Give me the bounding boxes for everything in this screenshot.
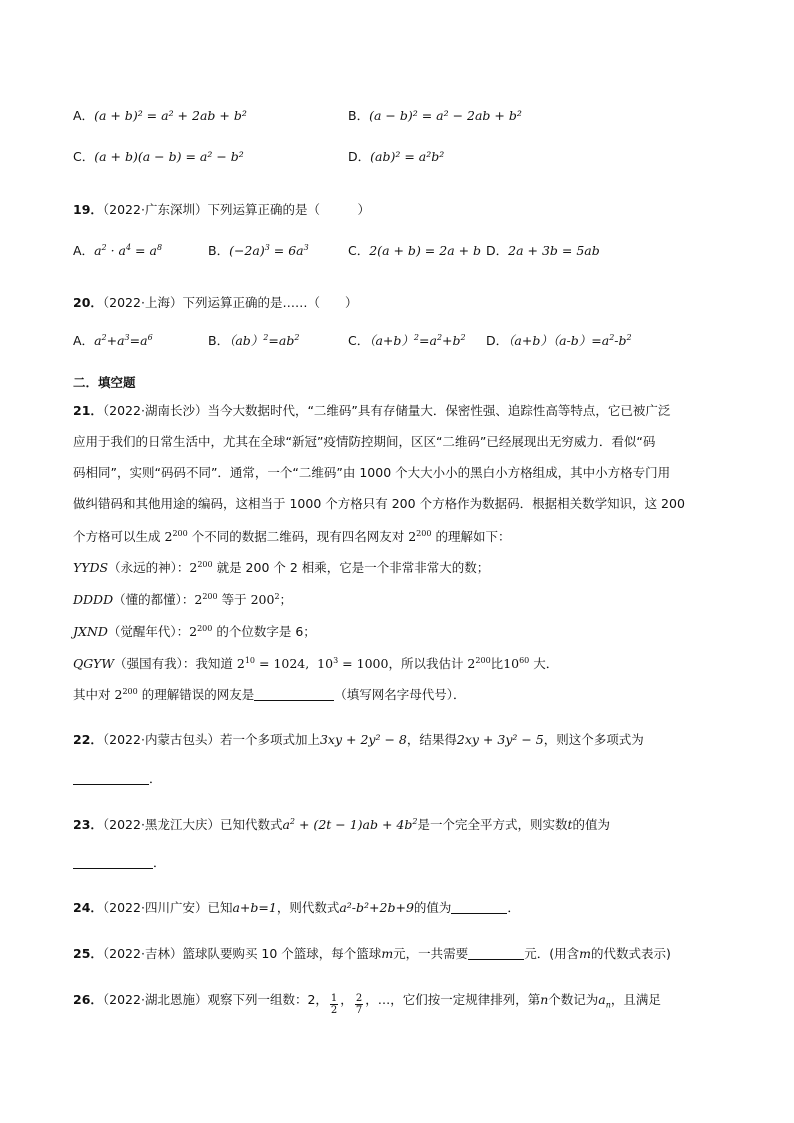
text-fragment: 已知 — [207, 900, 233, 915]
math-variable: m — [381, 946, 394, 961]
option-expression: (a + b)(a − b) = a² − b² — [94, 149, 244, 164]
math-fragment: = 1000 — [342, 656, 389, 671]
text-fragment: 大． — [533, 656, 559, 671]
netizen-alias: （强国有我）：我知道 — [114, 656, 233, 671]
fraction-one-half — [330, 993, 338, 1016]
q21-dddd: DDDD（懂的都懂）：$2^{200}$ 等于 $200^2$； — [73, 592, 293, 607]
q19-option-c — [348, 242, 481, 260]
text-fragment: 是一个完全平方式，则实数 — [417, 817, 568, 832]
q21-line-4: 做纠错码和其他用途的编码，这相当于 1000 个方格只有 200 个方格作为数据码．根据相关数学知识，这 200 — [73, 496, 685, 511]
option-expression: 2a + 3b = 5ab — [508, 243, 600, 258]
question-number: 20． — [73, 295, 103, 310]
netizen-name: JXND — [73, 624, 108, 639]
question-source: （2022·吉林） — [102, 946, 183, 961]
option-label: C． — [348, 243, 370, 258]
netizen-name: YYDS — [73, 560, 109, 575]
question-source: （2022·湖南长沙） — [102, 403, 208, 418]
question-source: （2022·广东深圳） — [102, 202, 208, 217]
fraction-denominator: 7 — [355, 1005, 363, 1016]
option-label: A． — [73, 333, 95, 348]
text-fragment: 其中对 — [73, 687, 111, 702]
q24-stem — [73, 899, 520, 917]
text-fragment: ． — [507, 900, 520, 915]
math-fragment: 3xy + 2y² − 8 — [319, 732, 407, 747]
q21-answer-line: 其中对 $2^{200}$ 的理解错误的网友是 （填写网名字母代号）． — [73, 687, 466, 702]
q19-stem — [73, 201, 370, 219]
text-fragment: 个方格可以生成 — [73, 529, 161, 544]
math-variable: m — [579, 946, 591, 961]
text-fragment: ． — [149, 771, 162, 786]
answer-blank[interactable] — [451, 900, 507, 914]
text-fragment: 已知代数式 — [219, 817, 283, 832]
text-fragment: 的理解错误的网友是 — [141, 687, 255, 702]
q25-stem — [73, 945, 671, 963]
question-text: 下列运算正确的是……（ ） — [182, 295, 358, 310]
text-fragment: 观察下列一组数：2， — [207, 992, 328, 1007]
text-fragment: 个数记为 — [548, 992, 599, 1007]
netizen-alias: （永远的神）： — [108, 560, 190, 575]
question-number: 25． — [73, 946, 103, 961]
question-number: 24． — [73, 900, 103, 915]
q20-option-b: B．$(ab)^2=ab^2$ — [208, 333, 300, 348]
question-number: 22． — [73, 732, 103, 747]
q18-option-a — [73, 107, 247, 125]
math-fragment: = 1024, — [259, 656, 310, 671]
math-fragment: 2xy + 3y² − 5 — [456, 732, 544, 747]
answer-blank[interactable] — [468, 946, 524, 960]
text-fragment: 的代数式表示) — [590, 946, 671, 961]
question-number: 26． — [73, 992, 103, 1007]
option-expression: (ab)² = a²b² — [370, 149, 445, 164]
answer-blank[interactable] — [254, 687, 334, 701]
fraction-numerator: 2 — [355, 993, 363, 1004]
text-fragment: ，所以我估计 — [388, 656, 464, 671]
answer-blank[interactable] — [73, 771, 149, 785]
q21-line-1 — [73, 402, 670, 420]
option-label: D． — [486, 333, 509, 348]
text-fragment: ，则代数式 — [276, 900, 340, 915]
q22-answer-line — [73, 770, 162, 788]
option-expression: (a + b)² = a² + 2ab + b² — [94, 108, 247, 123]
q21-line-5: 个方格可以生成 $2^{200}$ 个不同的数据二维码，现有四名网友对 $2^{200}$ 的理解如下： — [73, 529, 511, 544]
q19-option-b: B．$(-2a)^3 = 6a^3$ — [208, 243, 309, 258]
text-fragment: ． — [153, 855, 166, 870]
fraction-numerator: 1 — [330, 993, 338, 1004]
q21-qgyw: QGYW（强国有我）：我知道 $2^{10} = 1024$, $10^3 = 1000$，所以我估计 $2^{200}$比$10^{60}$ 大． — [73, 656, 559, 671]
option-label: C． — [73, 149, 95, 164]
q21-yyds: YYDS（永远的神）：$2^{200}$ 就是 200 个 2 相乘，它是一个非常非常大的数； — [73, 560, 490, 575]
text-fragment: 元，一共需要 — [393, 946, 469, 961]
q20-option-a: A．$a^2+a^3=a^6$ — [73, 333, 153, 348]
q21-line-2: 应用于我们的日常生活中，尤其在全球“新冠”疫情防控期间，区区“二维码”已经展现出无穷威力．看似“码 — [73, 434, 656, 449]
option-label: B． — [208, 243, 230, 258]
text-fragment: 元．(用含 — [524, 946, 580, 961]
netizen-alias: （懂的都懂）： — [113, 592, 195, 607]
netizen-name: DDDD — [73, 592, 114, 607]
text-fragment: ，…，它们按一定规律排列，第 — [365, 992, 541, 1007]
text-fragment: 的个位数字是 6； — [216, 624, 316, 639]
text-fragment: 的值为 — [413, 900, 452, 915]
question-number: 19． — [73, 202, 103, 217]
math-fragment: a²-b²+2b+9 — [339, 900, 414, 915]
q21-line-3: 码相同”，实则“码码不同”．通常，一个“二维码”由 1000 个大大小小的黑白小方格组成，其中小方格专门用 — [73, 465, 671, 480]
option-label: C． — [348, 333, 370, 348]
question-source: （2022·上海） — [102, 295, 183, 310]
question-source: （2022·四川广安） — [102, 900, 208, 915]
q20-stem — [73, 294, 357, 312]
text-fragment: ，结果得 — [406, 732, 457, 747]
text-fragment: ，则这个多项式为 — [543, 732, 644, 747]
math-fragment: a+b=1 — [232, 900, 277, 915]
q19-option-d — [486, 242, 600, 260]
q20-option-d: D．$(a+b)(a-b)=a^2-b^2$ — [486, 333, 632, 348]
text-fragment: 的理解如下： — [435, 529, 511, 544]
question-source: （2022·黑龙江大庆） — [102, 817, 220, 832]
text-fragment: ，且满足 — [610, 992, 661, 1007]
q20-option-c: C．$(a+b)^2=a^2+b^2$ — [348, 333, 466, 348]
math-variable: t — [567, 817, 573, 832]
netizen-alias: （觉醒年代）： — [107, 624, 190, 639]
option-label: B． — [348, 108, 370, 123]
question-number: 23． — [73, 817, 103, 832]
section-heading: 二．填空题 — [73, 375, 136, 390]
text-fragment: 的值为 — [572, 817, 611, 832]
text-fragment: 若一个多项式加上 — [219, 732, 320, 747]
text-fragment: 就是 200 个 2 相乘，它是一个非常非常大的数； — [216, 560, 490, 575]
question-source: （2022·湖北恩施） — [102, 992, 208, 1007]
text-fragment: 比 — [490, 656, 504, 671]
text-fragment: 等于 — [221, 592, 247, 607]
option-expression: 2(a + b) = 2a + b — [369, 243, 482, 258]
text-fragment: （填写网名字母代号）． — [334, 687, 466, 702]
option-label: B． — [208, 333, 230, 348]
q18-option-d — [348, 148, 444, 166]
text-fragment: 个不同的数据二维码，现有四名网友对 — [191, 529, 405, 544]
netizen-name: QGYW — [73, 656, 115, 671]
fraction-denominator: 2 — [330, 1005, 338, 1016]
text-fragment: 篮球队要购买 10 个篮球，每个篮球 — [182, 946, 382, 961]
option-label: D． — [486, 243, 509, 258]
q26-stem: 26．（2022·湖北恩施）观察下列一组数：2， $\frac{1}{2}$ ， $\frac{2}{7}$ ，…，它们按一定规律排列，第n个数记为$a_n$，且满足 — [73, 992, 661, 1016]
q18-option-c — [73, 148, 244, 166]
q19-option-a: A．$a^2 \cdot a^4 = a^8$ — [73, 243, 163, 258]
q18-option-b — [348, 107, 522, 125]
question-source: （2022·内蒙古包头） — [102, 732, 220, 747]
option-label: D． — [348, 149, 371, 164]
math-variable: n — [540, 992, 549, 1007]
option-expression: (a − b)² = a² − 2ab + b² — [369, 108, 522, 123]
q21-jxnd: JXND（觉醒年代）：$2^{200}$ 的个位数字是 6； — [73, 624, 316, 639]
q23-stem: 23．（2022·黑龙江大庆）已知代数式$a^2 + (2t - 1)ab + 4b^2$是一个完全平方式，则实数t的值为 — [73, 817, 611, 832]
question-text: 当今大数据时代，“二维码”具有存储量大．保密性强、追踪性高等特点，它已被广泛 — [207, 403, 671, 418]
q23-answer-line — [73, 854, 166, 872]
question-number: 21． — [73, 403, 103, 418]
option-label: A． — [73, 243, 95, 258]
option-label: A． — [73, 108, 95, 123]
q22-stem — [73, 731, 644, 749]
question-text: 下列运算正确的是（ ） — [207, 202, 370, 217]
answer-blank[interactable] — [73, 855, 153, 869]
fraction-two-sevenths — [355, 993, 363, 1016]
